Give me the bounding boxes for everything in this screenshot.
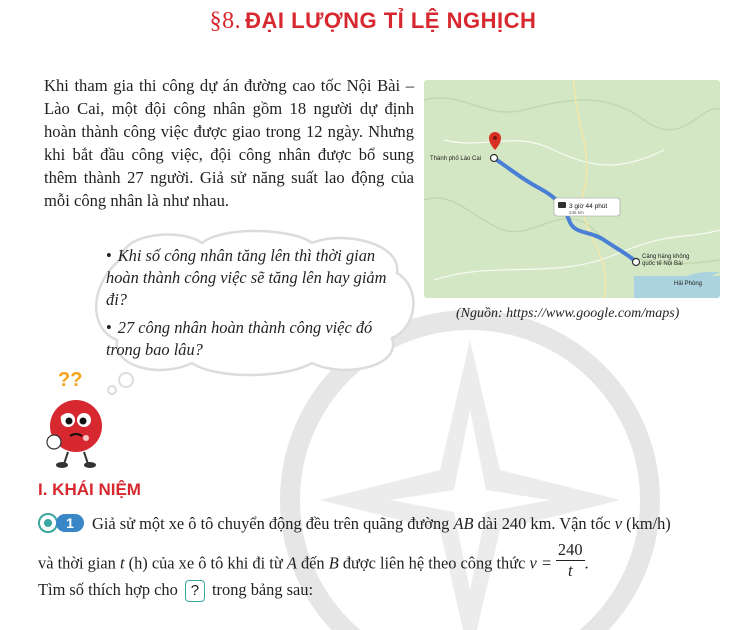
section-number: §8. <box>209 8 242 34</box>
intro-paragraph: Khi tham gia thi công dự án đường cao tốc Nội Bài – Lào Cai, một đội công nhân gồm 18 người dự định hoàn thành công việc được giao trong 12 ngày. Nhưng khi bắt đầu công việc, đội công nhân được bổ sung thêm thành 27 người. Giả sử năng suất lao động của mỗi công nhân là như nhau. <box>44 76 414 210</box>
cloud-questions <box>106 245 396 367</box>
question-1: • Khi số công nhân tăng lên thì thời gian hoàn thành công việc sẽ tăng lên hay giảm đi? <box>106 246 387 309</box>
activity-number: 1 <box>66 515 74 532</box>
answer-placeholder-box: ? <box>185 580 205 602</box>
page-title <box>0 8 746 35</box>
airport-label-2: quốc tế Nội Bài <box>642 261 683 267</box>
city-label: Hải Phòng <box>674 281 703 287</box>
title-text: ĐẠI LƯỢNG TỈ LỆ NGHỊCH <box>245 8 537 33</box>
activity-line-3: Tìm số thích hợp cho ? trong bảng sau: <box>38 576 313 603</box>
section-heading: I. KHÁI NIỆM <box>38 480 141 499</box>
airport-label-1: Cảng hàng không <box>642 254 690 260</box>
activity-1: 1 Giả sử một xe ô tô chuyển động đều trên quãng đường AB dài 240 km. Vận tốc v (km/h) và thời gian t (h) của xe ô tô khi đi từ A đến B được liên hệ theo công thức v = $\frac{240}{t}$ . Tìm số thích hợp cho ? trong bảng sau: <box>38 510 728 537</box>
route-distance-label: 246 km <box>569 210 584 215</box>
question-2: • 27 công nhân hoàn thành công việc đó trong bao lâu? <box>106 318 373 359</box>
route-map <box>424 80 720 298</box>
map-source: (Nguồn: https://www.google.com/maps) <box>456 306 680 321</box>
route-time-label: 3 giờ 44 phút <box>569 203 608 210</box>
formula-lhs: v = <box>529 553 552 573</box>
activity-line-2: và thời gian t (h) của xe ô tô khi đi từ A đến B được liên hệ theo công thức v = $\frac{240}{t}$ . <box>38 540 589 580</box>
mascot <box>38 368 128 468</box>
start-city-label: Thành phố Lào Cai <box>430 156 482 162</box>
question-marks: ?? <box>58 369 83 391</box>
activity-badge <box>38 512 86 534</box>
formula-fraction: $\frac{240}{t}$ <box>557 540 583 580</box>
